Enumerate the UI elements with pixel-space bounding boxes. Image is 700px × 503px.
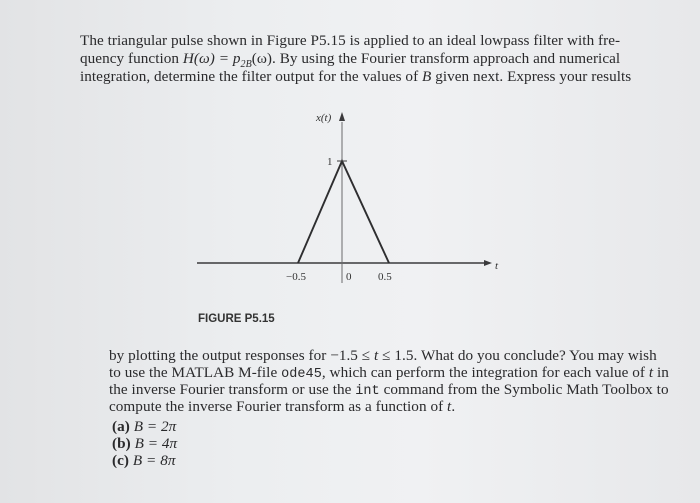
peak-label: 1 [327, 156, 333, 168]
x-axis-arrow [339, 112, 345, 121]
problem-line-5: to use the MATLAB M-file ode45, which can perform the integration for each value of t in [109, 364, 669, 382]
tick-label-pos-half: 0.5 [378, 271, 392, 283]
figure-caption: FIGURE P5.15 [198, 313, 275, 325]
tick-label-neg-half: −0.5 [286, 271, 306, 283]
problem-line-1: The triangular pulse shown in Figure P5.15 is applied to an ideal lowpass filter with fre- [80, 32, 621, 49]
problem-line-2: quency function $H(\omega) = p_{2B}(\omega)$. By using the Fourier transform approach and numerical [80, 50, 621, 71]
problem-line-7: compute the inverse Fourier transform as a function of t. [109, 398, 456, 415]
problem-line-6: the inverse Fourier transform or use the int command from the Symbolic Math Toolbox to [109, 381, 669, 399]
tick-label-zero: 0 [346, 271, 352, 283]
triangular-pulse [298, 161, 389, 263]
x-axis-label: x(t) [316, 112, 332, 124]
t-axis-arrow [484, 260, 492, 266]
t-axis-label: t [495, 260, 499, 272]
part-c: (c) B = 8π [112, 452, 176, 469]
problem-line-3: integration, determine the filter output for the values of B given next. Express your results [80, 68, 632, 85]
part-b: (b) B = 4π [112, 435, 178, 452]
problem-line-4: by plotting the output responses for −1.5 ≤ t ≤ 1.5. What do you conclude? You may wish [109, 347, 657, 364]
part-a: (a) B = 2π [112, 418, 177, 435]
